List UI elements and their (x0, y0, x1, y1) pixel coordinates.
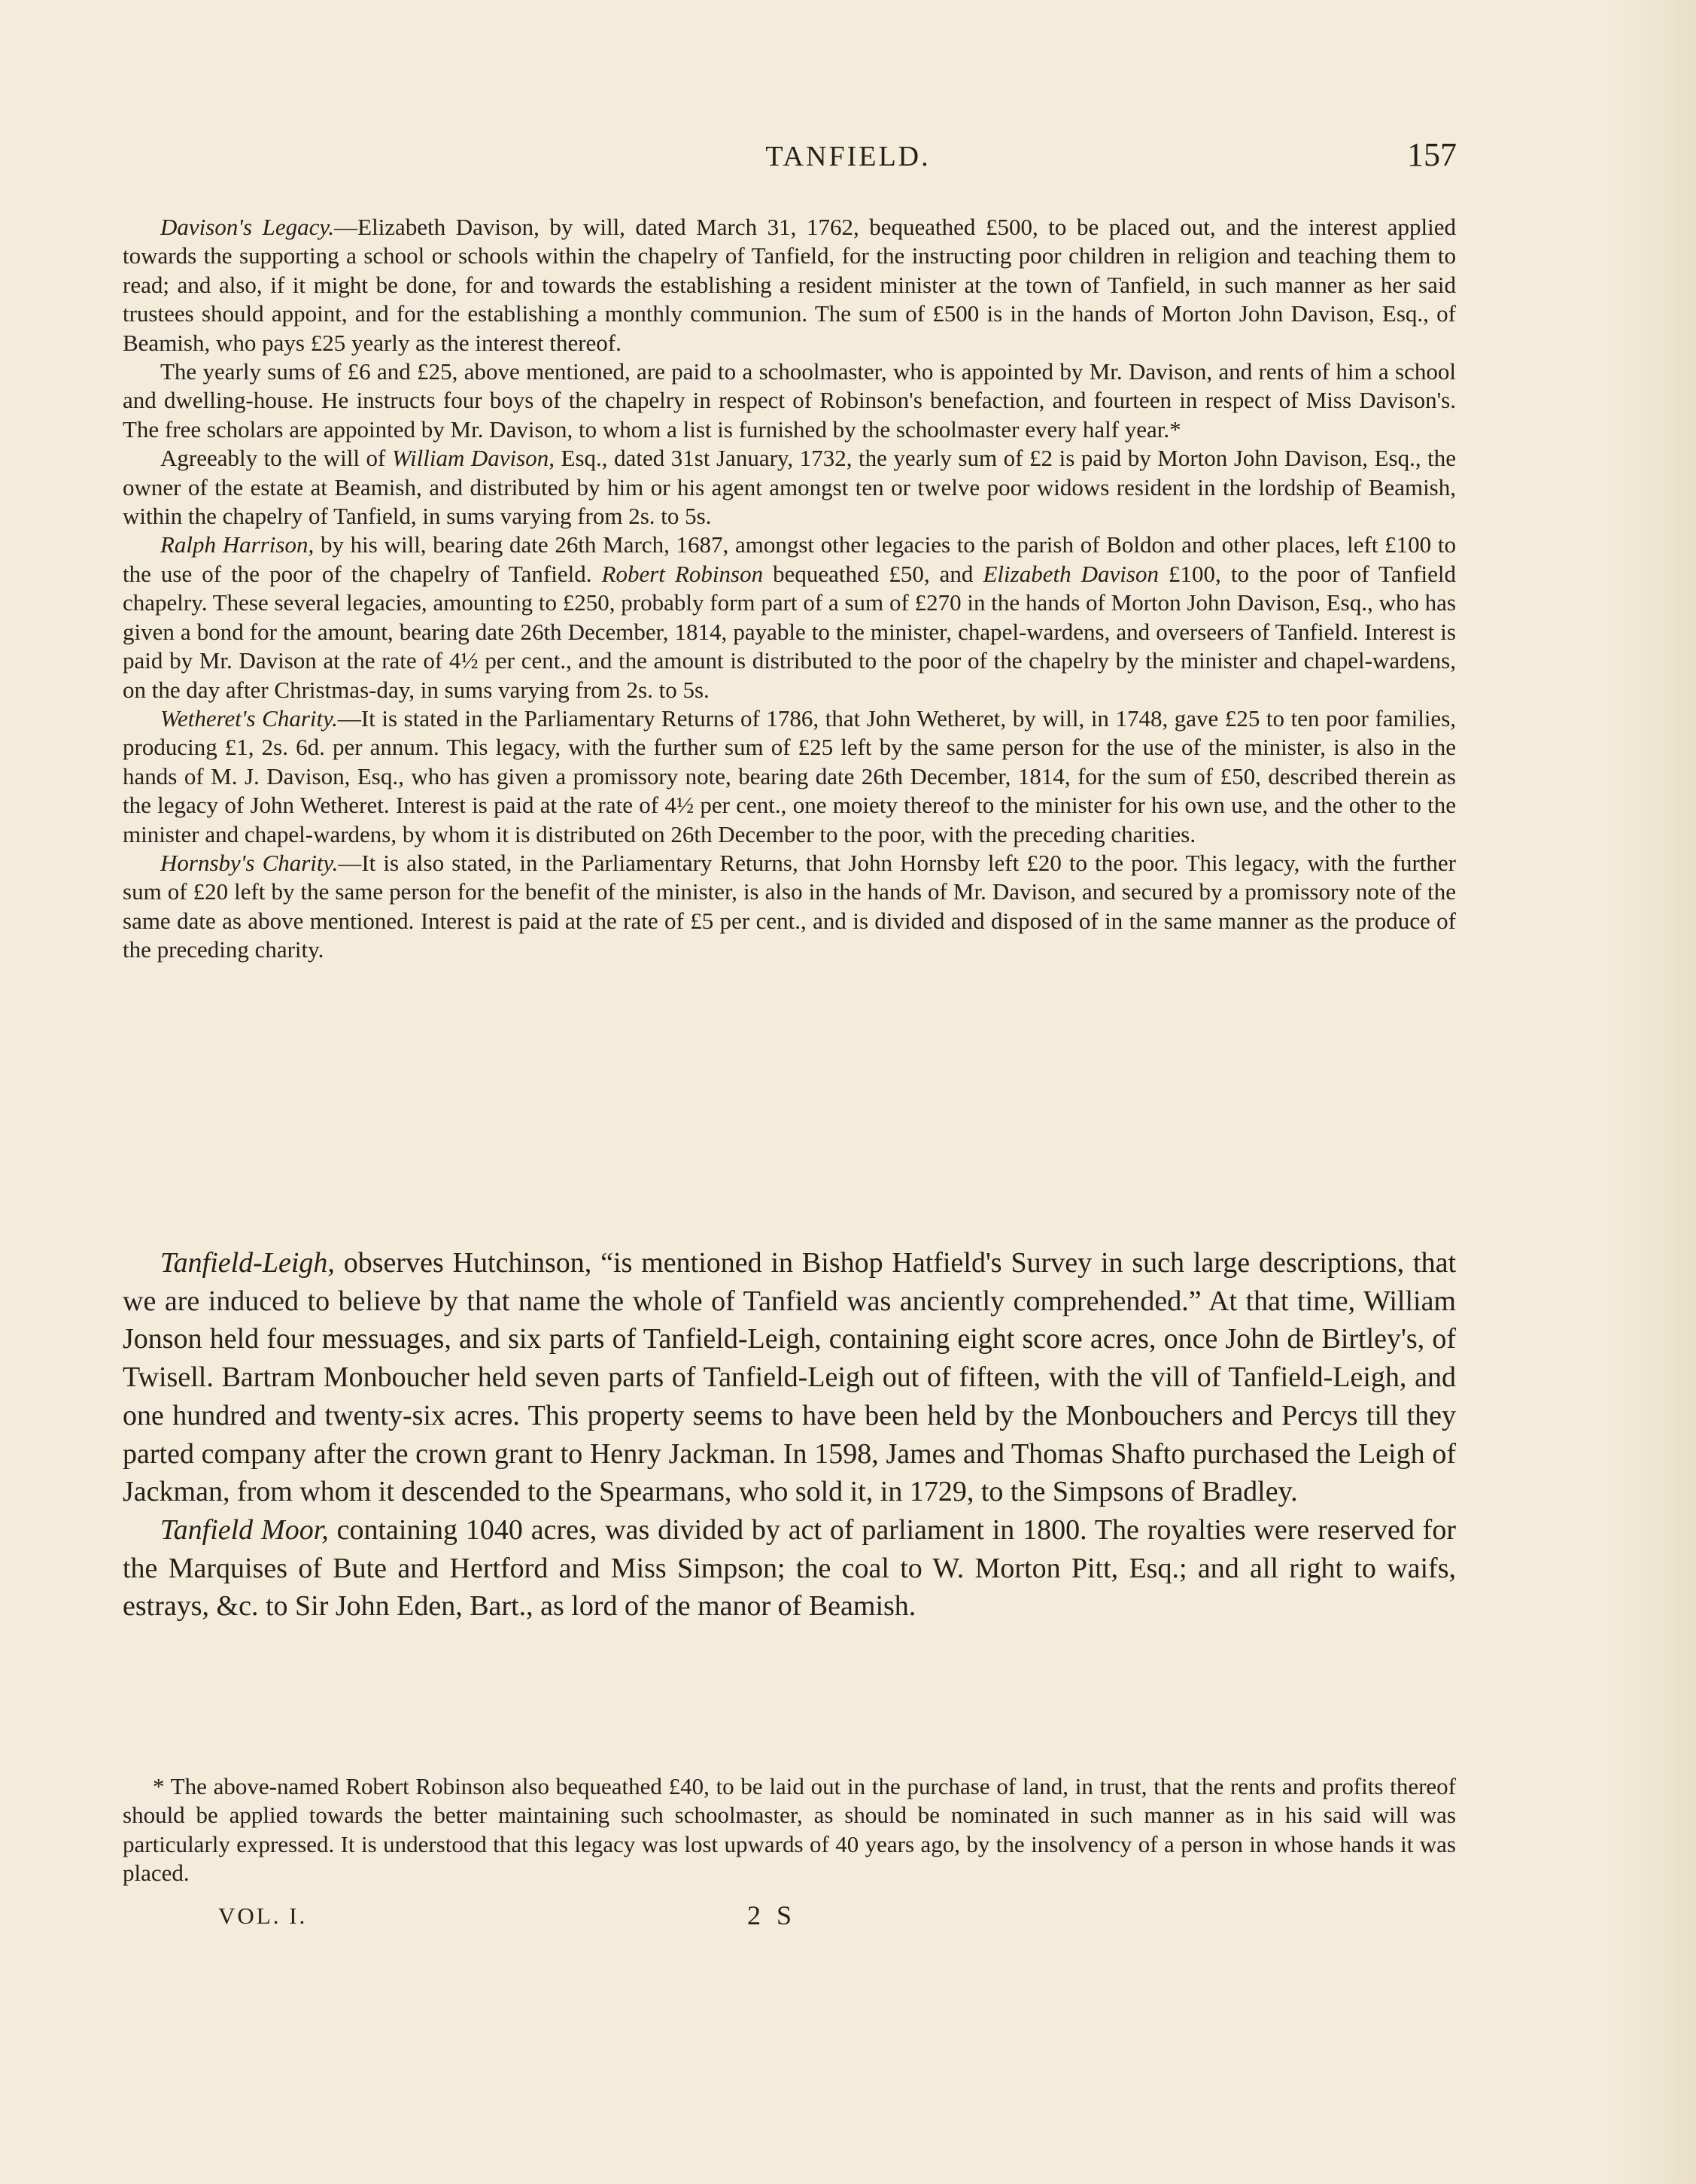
paragraph-italic-name: Elizabeth Davison (983, 560, 1159, 587)
paragraph-tanfield-leigh (123, 1244, 1456, 1511)
paragraph-text: bequeathed £50, and (763, 560, 983, 587)
paragraph-tanfield-moor (123, 1511, 1456, 1626)
paragraph-wetheret-charity (123, 704, 1456, 849)
paragraph-text: —Elizabeth Davison, by will, dated March 31, 1762, bequeathed £500, to be placed out, and the interest applied towards the supporting a school or schools within the chapelry of Tanfield, for the instructing poor children in religion and teaching them to read; and also, if it might be done, for and towards the establishing a resident minister at the town of Tanfield, in such manner as her said trustees should appoint, and for the establishing a monthly communion. The sum of £500 is in the hands of Morton John Davison, Esq., of Beamish, who pays £25 yearly as the interest thereof. (123, 214, 1456, 356)
paragraph-text: —It is stated in the Parliamentary Returns of 1786, that John Wetheret, by will, in 1748, gave £25 to ten poor families, producing £1, 2s. 6d. per annum. This legacy, with the further sum of £25 left by the same person for the use of the minister, is also in the hands of M. J. Davison, Esq., who has given a promissory note, bearing date 26th December, 1814, for the sum of £50, described therein as the legacy of John Wetheret. Interest is paid at the rate of 4½ per cent., one moiety thereof to the minister for his own use, and the other to the minister and chapel-wardens, by whom it is distributed on 26th December to the poor, with the preceding charities. (123, 704, 1457, 847)
paragraph-text: observes Hutchinson, “is mentioned in Bishop Hatfield's Survey in such large descriptions, that we are induced to believe by that name the whole of Tanfield was anciently comprehended.” At that time, William Jonson held four messuages, and six parts of Tanfield-Leigh, containing eight score acres, once John de Birtley's, of Twisell. Bartram Monboucher held seven parts of Tanfield-Leigh out of fifteen, with the vill of Tanfield-Leigh, and one hundred and twenty-six acres. This property seems to have been held by the Monbouchers and Percys till they parted company after the crown grant to Henry Jackman. In 1598, James and Thomas Shafto purchased the Leigh of Jackman, from whom it descended to the Spearmans, who sold it, in 1729, to the Simpsons of Bradley. (123, 1247, 1456, 1508)
tanfield-leigh-section (123, 1244, 1456, 1626)
paragraph-text: Esq., dated 31st January, 1732, the yearly sum of £2 is paid by Morton John Davison, Esq., the owner of the estate at Beamish, and distributed by him or his agent amongst ten or twelve poor widows resident in the lordship of Beamish, within the chapelry of Tanfield, in sums varying from 2s. to 5s. (123, 445, 1456, 530)
paragraph-text: £100, to the poor of Tanfield chapelry. These several legacies, amounting to £250, probably form part of a sum of £270 in the hands of Morton John Davison, Esq., who has given a bond for the amount, bearing date 26th December, 1814, payable to the minister, chapel-wardens, and overseers of Tanfield. Interest is paid by Mr. Davison at the rate of 4½ per cent., and the amount is distributed to the poor of the chapelry by the minister and chapel-wardens, on the day after Christmas-day, in sums varying from 2s. to 5s. (123, 560, 1456, 703)
charities-section (123, 213, 1456, 965)
paragraph-lead: Tanfield Moor, (160, 1513, 329, 1546)
paragraph-lead: Davison's Legacy. (160, 214, 335, 240)
footnote-section (123, 1772, 1456, 1888)
paragraph-text: Agreeably to the will of (160, 445, 392, 472)
paragraph-lead: Ralph Harrison, (160, 531, 315, 558)
paragraph-lead: Hornsby's Charity. (160, 849, 339, 876)
paragraph-yearly-sums (123, 357, 1456, 444)
paragraph-lead: Wetheret's Charity. (160, 704, 338, 732)
paragraph-italic-name: William Davison, (391, 445, 555, 472)
paragraph-text: The yearly sums of £6 and £25, above mentioned, are paid to a schoolmaster, who is appointed by Mr. Davison, and rents of him a school and dwelling-house. He instructs four boys of the chapelry in respect of Robinson's benefaction, and fourteen in respect of Miss Davison's. The free scholars are appointed by Mr. Davison, to whom a list is furnished by the schoolmaster every half year.* (123, 358, 1456, 443)
footnote: * The above-named Robert Robinson also bequeathed £40, to be laid out in the purchase of land, in trust, that the rents and profits thereof should be applied towards the better maintaining such schoolmaster, as should be nominated in such manner as in his said will was particularly expressed. It is understood that this legacy was lost upwards of 40 years ago, by the insolvency of a person in whose hands it was placed. (123, 1773, 1456, 1887)
paragraph-text: containing 1040 acres, was divided by act of parliament in 1800. The royalties were reserved for the Marquises of Bute and Hertford and Miss Simpson; the coal to W. Morton Pitt, Esq.; and all right to waifs, estrays, &c. to Sir John Eden, Bart., as lord of the manor of Beamish. (123, 1513, 1456, 1623)
signature-mark: 2 S (747, 1900, 797, 1930)
paragraph-davison-legacy (123, 213, 1456, 357)
paper-edge-shading (1606, 0, 1696, 2184)
paragraph-italic-name: Robert Robinson (601, 560, 764, 587)
volume-label: VOL. I. (218, 1903, 308, 1929)
running-head-title: TANFIELD. (765, 141, 931, 172)
paragraph-text: —It is also stated, in the Parliamentary Returns, that John Hornsby left £20 to the poor. This legacy, with the further sum of £20 left by the same person for the benefit of the minister, is also in the hands of Mr. Davison, and secured by a promissory note of the same date as above mentioned. Interest is paid at the rate of £5 per cent., and is divided and disposed of in the same manner as the produce of the preceding charity. (123, 849, 1457, 963)
paragraph-hornsby-charity (123, 849, 1456, 965)
paragraph-william-davison (123, 444, 1456, 531)
paragraph-text: by his will, bearing date 26th March, 1687, amongst other legacies to the parish of Boldon and other places, left £100 to the use of the poor of the chapelry of Tanfield. (123, 531, 1456, 587)
paragraph-ralph-harrison (123, 531, 1456, 704)
page-number: 157 (1407, 136, 1457, 173)
paragraph-lead: Tanfield-Leigh, (160, 1247, 335, 1279)
